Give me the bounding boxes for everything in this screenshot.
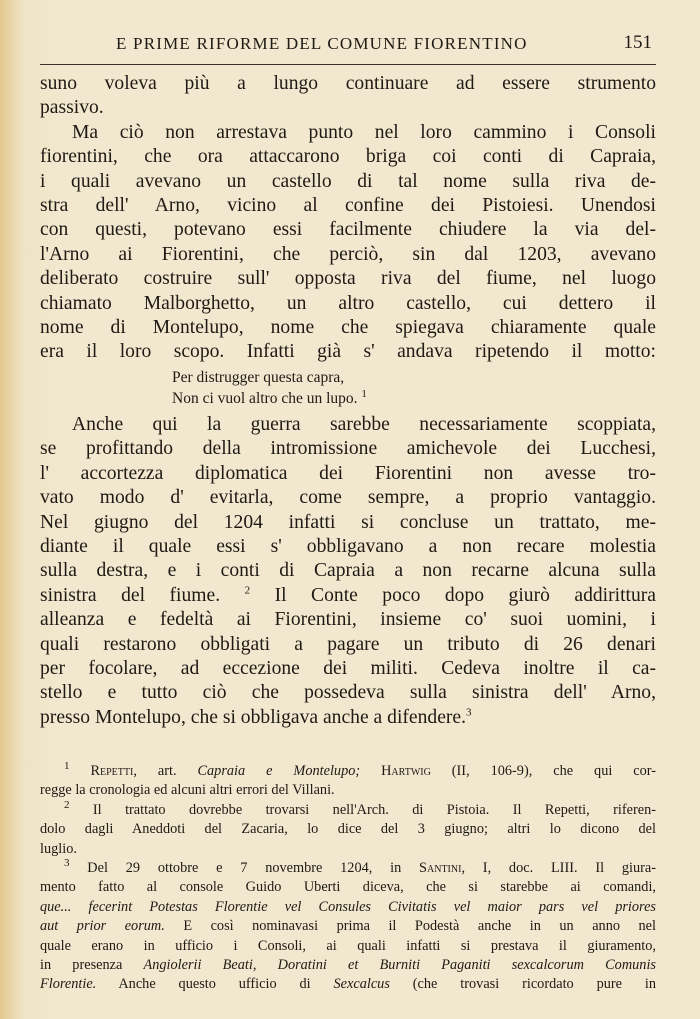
footnote-line: dolo dagli Aneddoti del Zacaria, lo dice del 3 giugno; altri lo dicono del: [40, 821, 656, 838]
text-segment: Del 29 ottobre e 7 novembre 1204, in: [87, 860, 420, 877]
quoted-verse: [172, 367, 656, 409]
text-line: l'Arno ai Fiorentini, che perciò, sin dal 1203, avevano: [40, 243, 656, 265]
footnote-line: [40, 762, 656, 781]
footnote-2: [40, 801, 656, 859]
text-line: chiamato Malborghetto, un altro castello, cui dettero il: [40, 292, 656, 314]
text-line: alleanza e fedeltà ai Fiorentini, insieme co' suoi uomini, i: [40, 609, 656, 631]
text-segment: (che trovasi ricordato pure in: [389, 976, 656, 993]
footnote-mark: 1: [64, 760, 70, 773]
footnote-line: [40, 859, 656, 878]
text-segment: , art.: [133, 763, 198, 779]
line-segment: Il Conte poco dopo giurò addirittura: [250, 584, 656, 606]
latin-text: Sexcalcus: [333, 976, 390, 993]
paragraph-1: [40, 72, 656, 121]
text-line: l' accortezza diplomatica dei Fiorentini non avesse tro-: [40, 462, 656, 484]
text-segment: E così nominavasi prima il Podestà anche in un anno nel: [164, 918, 656, 935]
footnote-ref: 3: [466, 706, 472, 719]
page-number: 151: [623, 32, 652, 53]
work-title: Capraia e Montelupo;: [197, 763, 361, 779]
author-name: Hartwig: [381, 763, 431, 779]
verse-line-2: [172, 388, 656, 409]
text-line: suno voleva più a lungo continuare ad essere strumento: [40, 73, 656, 94]
footnote-line: luglio.: [40, 840, 77, 857]
text-line: stra dell' Arno, vicino al confine dei Pistoiesi. Unendosi: [40, 195, 656, 217]
text-line: era il loro scopo. Infatti già s' andava ripetendo il motto:: [40, 341, 656, 363]
text-segment: Anche questo ufficio di: [96, 976, 334, 993]
text-line-with-note: [40, 706, 656, 730]
verse-line: Per distrugger questa capra,: [172, 368, 345, 386]
running-title: E PRIME RIFORME DEL COMUNE FIORENTINO: [116, 34, 528, 53]
latin-text: Florentie.: [40, 976, 97, 993]
footnote-ref: 2: [244, 584, 251, 597]
text-line-with-note: [40, 584, 656, 608]
footnote-line: mento fatto al console Guido Uberti diceva, che si starebbe ai comandi,: [40, 879, 656, 896]
text-line: diante il quale essi s' obbligavano a non recare molestia: [40, 535, 656, 557]
text-segment: in presenza: [40, 957, 144, 974]
footnote-line-latin: que... fecerint Potestas Florentie vel Consules Civitatis vel maior pars vel priores: [40, 898, 656, 915]
text-segment: , I, doc. LIII. Il giura-: [461, 860, 656, 877]
footnote-ref: 1: [361, 387, 367, 400]
footnote-1: [40, 762, 656, 801]
text-line: Anche qui la guerra sarebbe necessariamente scoppiata,: [72, 413, 656, 435]
text-line: deliberato costruire sull' opposta riva del fiume, nel luogo: [40, 268, 656, 290]
text-line: se profittando della intromissione amichevole dei Lucchesi,: [40, 438, 656, 460]
latin-text: Angiolerii Beati, Doratini et Burniti Paganiti sexcalcorum Comunis: [143, 957, 656, 974]
text-line: sulla destra, e i conti di Capraia a non recarne alcuna sulla: [40, 560, 656, 582]
main-text: [40, 72, 656, 730]
verse-line-text: Non ci vuol altro che un lupo.: [172, 389, 358, 407]
text-line: vato modo d' evitarla, come sempre, a proprio vantaggio.: [40, 487, 656, 509]
latin-text: aut prior eorum.: [40, 918, 165, 935]
footnotes: [40, 762, 656, 995]
footnote-line: quale erano in ufficio i Consoli, ai quali infatti si prestava il giuramento,: [40, 937, 656, 954]
text-line: con questi, potevano essi facilmente chiudere la via del-: [40, 219, 656, 241]
footnote-line: [40, 975, 656, 994]
text-line: per focolare, ad eccezione dei militi. Cedeva inoltre il ca-: [40, 657, 656, 679]
page-header: [40, 30, 656, 65]
text-line: passivo.: [40, 97, 104, 119]
text-segment: (II, 106-9), che qui cor-: [430, 763, 657, 779]
text-line: Ma ciò non arrestava punto nel loro cammino i Consoli: [72, 121, 656, 143]
footnote-mark: 3: [64, 857, 70, 870]
line-segment: sinistra del fiume.: [40, 584, 221, 606]
author-name: Santini: [419, 860, 462, 877]
text-line: quali restarono obbligati a pagare un tributo di 26 denari: [40, 633, 656, 655]
text-line: fiorentini, che ora attaccarono briga coi conti di Capraia,: [40, 146, 656, 168]
text-line: nome di Montelupo, nome che spiegava chiaramente quale: [40, 317, 656, 339]
footnote-3: [40, 859, 656, 995]
paragraph-2: [40, 121, 656, 365]
footnote-line: [40, 801, 656, 820]
text-line: stello e tutto ciò che possedeva sulla sinistra dell' Arno,: [40, 682, 656, 704]
line-segment: presso Montelupo, che si obbligava anche a difendere.: [40, 706, 467, 728]
footnote-mark: 2: [64, 799, 70, 812]
footnote-line: [40, 917, 656, 936]
paragraph-3: [40, 413, 656, 730]
footnote-line: regge la cronologia ed alcuni altri errori del Villani.: [40, 782, 335, 799]
text-line: i quali avevano un castello di tal nome sulla riva de-: [40, 170, 656, 192]
text-line: Nel giugno del 1204 infatti si concluse un trattato, me-: [40, 511, 656, 533]
text-segment: Il trattato dovrebbe trovarsi nell'Arch. di Pistoia. Il Repetti, riferen-: [92, 801, 656, 818]
author-name: Repetti: [90, 763, 134, 779]
footnote-line: [40, 956, 656, 975]
